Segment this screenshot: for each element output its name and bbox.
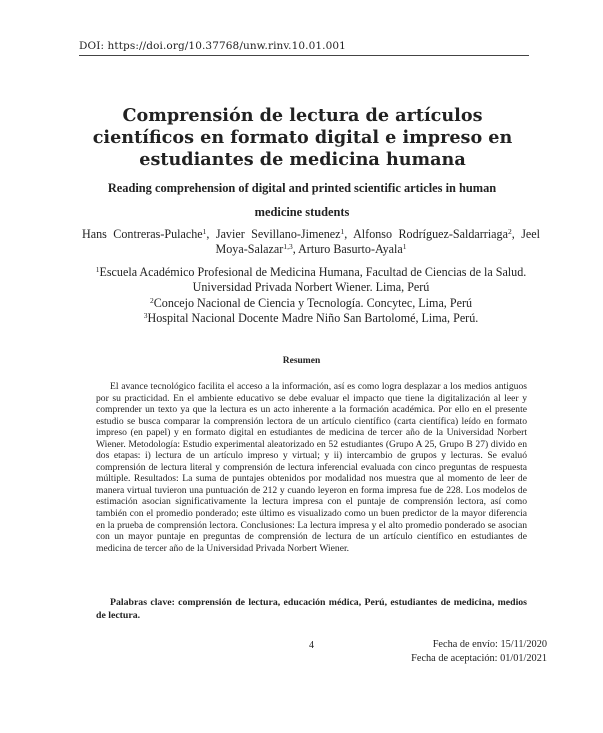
affiliation-text: Hospital Nacional Docente Madre Niño San Bartolomé, Lima, Perú. <box>147 310 479 325</box>
accepted-date: Fecha de aceptación: 01/01/2021 <box>411 653 547 664</box>
affiliation-list <box>82 265 540 326</box>
author-affiliation-mark: 1 <box>202 227 207 236</box>
affiliation <box>82 311 540 326</box>
author <box>82 227 216 241</box>
affiliation-mark: 1 <box>95 265 100 274</box>
author-affiliation-mark: 1 <box>340 227 345 236</box>
affiliation-text: Escuela Académico Profesional de Medicina Humana, Facultad de Ciencias de la Salud. Universidad Privada Norbert Wiener. Lima, Perú <box>99 265 527 295</box>
author-name: Arturo Basurto-Ayala <box>298 242 403 256</box>
author <box>216 227 353 241</box>
paper-title: Comprensión de lectura de artículos científicos en formato digital e impreso en estudiantes de medicina humana <box>92 105 513 170</box>
affiliation <box>82 265 540 296</box>
author-separator: , <box>206 227 216 241</box>
keywords: Palabras clave: comprensión de lectura, educación médica, Perú, estudiantes de medicina, medios de lectura. <box>96 597 527 621</box>
author <box>353 227 521 241</box>
affiliation <box>82 296 540 311</box>
affiliation-mark: 2 <box>149 295 154 305</box>
page-number: 4 <box>309 640 314 651</box>
author-name: Hans Contreras-Pulache <box>82 227 203 241</box>
abstract-body: El avance tecnológico facilita el acceso a la información, así es como logra desplazar a los medios antiguos por su practicidad. En el ambiente educativo se debe evaluar el impacto que tiene la digitalización al leer y comprender un texto ya que la lectura es un acto inherente a la formación académica. Por ello en el presente estudio se busca comparar la comprensión lectora de un artículo científico (carta científica) leído en formato impreso (en papel) y en formato digital en estudiantes de medicina de tercer año de la Universidad Norbert Wiener. Metodología: Estudio experimental aleatorizado en 52 estudiantes (Grupo A 25, Grupo B 27) divido en dos etapas: i) lectura de un artículo impreso y virtual; y ii) intercambio de grupos y lecturas. Se evaluó comprensión de lectura literal y comprensión de lectura inferencial evaluada con cinco preguntas de respuesta múltiple. Resultados: La suma de puntajes obtenidos por modalidad nos muestra que al momento de leer de manera virtual tuvieron una puntuación de 212 y cuando leyeron en forma impresa fue de 228. Los modelos de estimación asocian significativamente la lectura impresa con el puntaje de comprensión lectora, así como también con el promedio ponderado; este último es visualizado como un buen predictor de la mayor diferencia en la prueba de comprensión lectora. Conclusiones: La lectura impresa y el alto promedio ponderado se asocian con un mayor puntaje en preguntas de comprensión de lectura de un artículo científico en estudiantes de medicina de tercer año de la Universidad Privada Norbert Wiener. <box>96 381 527 554</box>
submission-dates <box>330 638 547 666</box>
author-affiliation-mark: 1,3 <box>283 242 293 251</box>
author-separator: , <box>292 242 299 256</box>
paper-subtitle-english: Reading comprehension of digital and printed scientific articles in human medicine students <box>107 181 497 219</box>
author-name: Alfonso Rodríguez-Saldarriaga <box>353 227 508 241</box>
author-affiliation-mark: 1 <box>402 242 407 251</box>
author-list <box>82 227 540 257</box>
affiliation-text: Concejo Nacional de Ciencia y Tecnología. Concytec, Lima, Perú <box>153 295 473 310</box>
author-separator: , <box>511 227 522 241</box>
abstract-heading: Resumen <box>282 356 321 366</box>
author-separator: , <box>344 227 354 241</box>
author-name: Jeel Moya-Salazar <box>215 227 540 256</box>
author-name: Javier Sevillano-Jimenez <box>215 227 341 241</box>
author-affiliation-mark: 2 <box>507 227 512 236</box>
submitted-date: Fecha de envío: 15/11/2020 <box>432 639 547 650</box>
doi-header: DOI: https://doi.org/10.37768/unw.rinv.10.01.001 <box>79 40 529 56</box>
affiliation-mark: 3 <box>143 310 148 320</box>
author <box>298 242 406 256</box>
